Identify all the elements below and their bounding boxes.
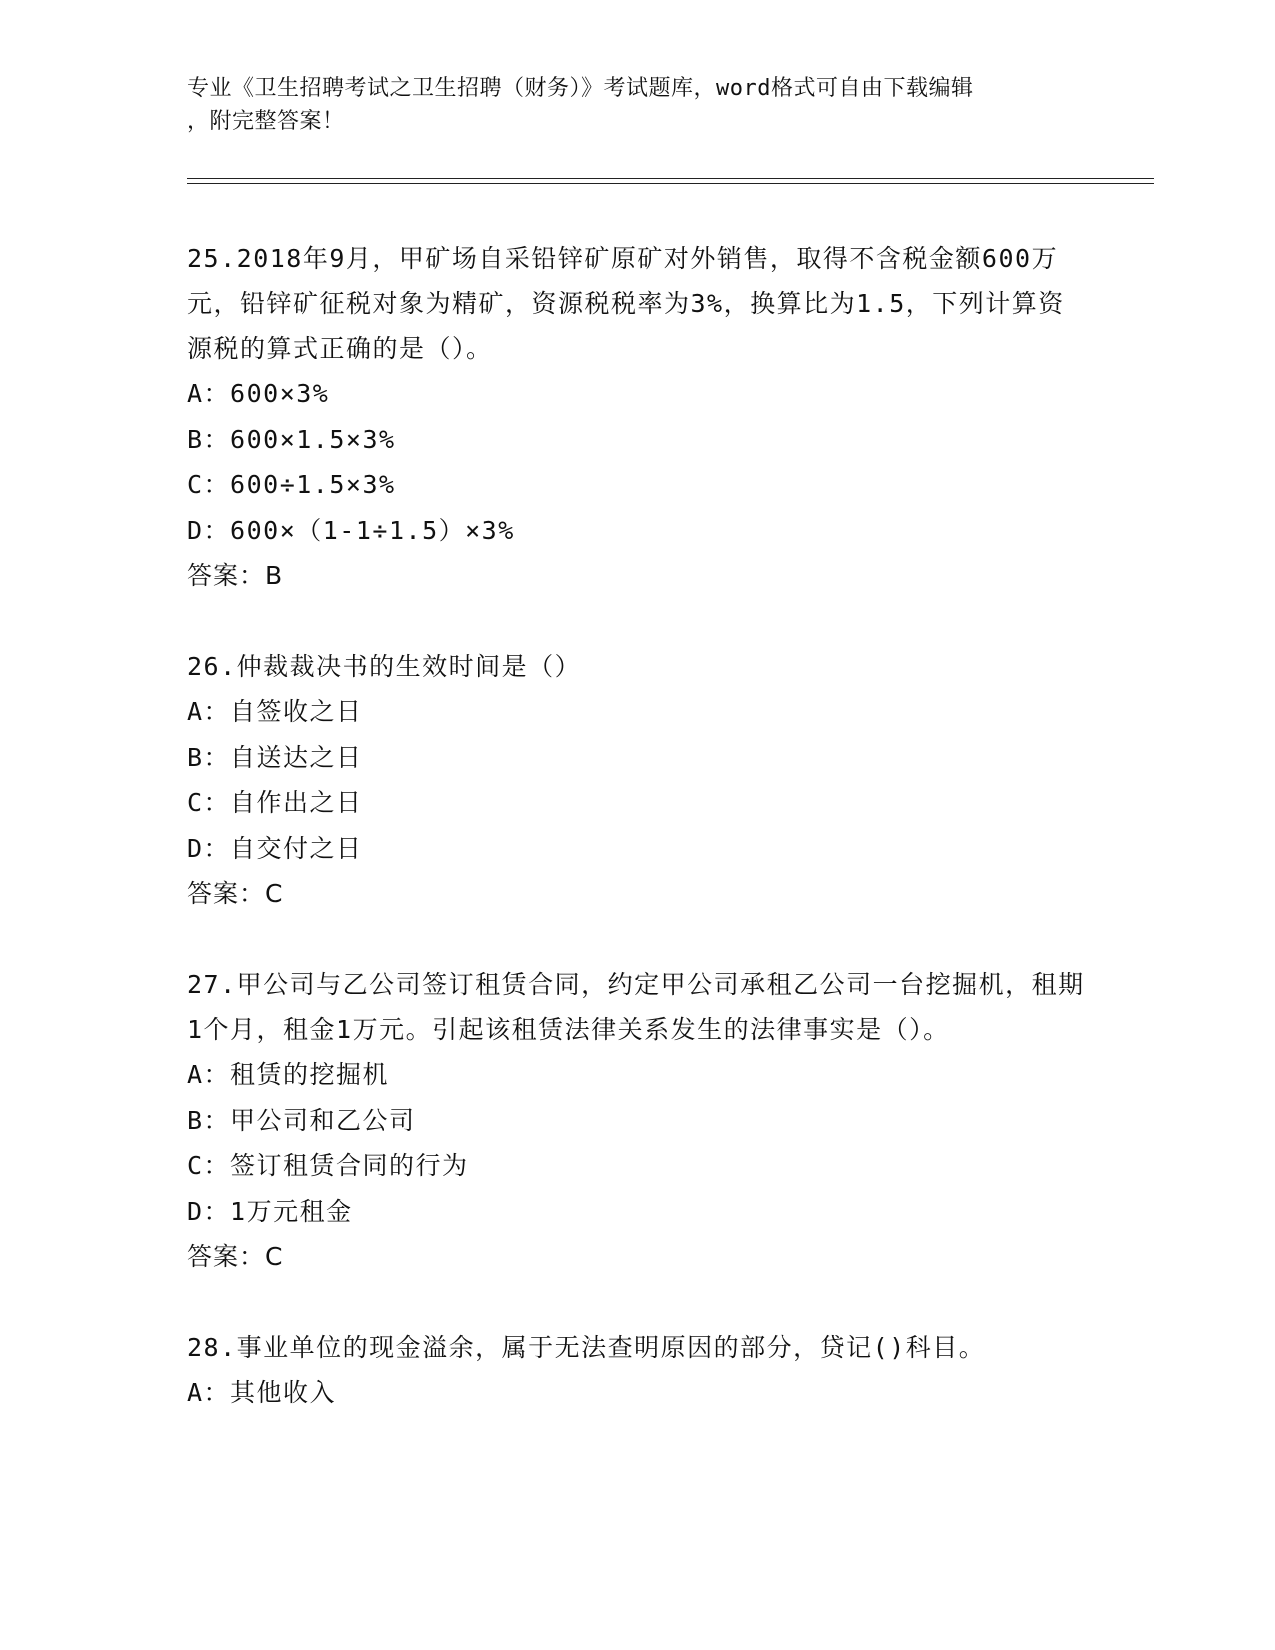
option-a: A：租赁的挖掘机	[187, 1060, 390, 1089]
option-d: D：600×（1-1÷1.5）×3%	[187, 515, 515, 545]
option-d: D：1万元租金	[187, 1196, 353, 1226]
question-26	[187, 644, 1087, 917]
option-b: B：甲公司和乙公司	[187, 1105, 416, 1135]
option-c: C：签订租赁合同的行为	[187, 1151, 469, 1180]
option-c: C：600÷1.5×3%	[187, 470, 396, 499]
question-text: 25.2018年9月，甲矿场自采铅锌矿原矿对外销售，取得不含税金额600万元，铅锌矿征税对象为精矿，资源税税率为3%，换算比为1.5，下列计算资源税的算式正确的是（）。	[187, 244, 1065, 363]
question-text: 28.事业单位的现金溢余，属于无法查明原因的部分，贷记()科目。	[187, 1333, 986, 1362]
option-a: A：自签收之日	[187, 697, 363, 726]
option-a: A：其他收入	[187, 1378, 337, 1407]
header-line-1: 专业《卫生招聘考试之卫生招聘（财务）》考试题库，word格式可自由下载编辑	[187, 76, 974, 101]
answer: 答案：C	[187, 879, 284, 908]
option-b: B：自送达之日	[187, 742, 363, 772]
option-b: B：600×1.5×3%	[187, 424, 396, 454]
question-list	[187, 236, 1087, 1461]
question-25	[187, 236, 1087, 599]
header-divider-bottom	[187, 183, 1154, 184]
header-divider-top	[187, 178, 1154, 179]
question-28	[187, 1325, 1087, 1416]
option-d: D：自交付之日	[187, 833, 363, 863]
option-c: C：自作出之日	[187, 788, 363, 817]
answer: 答案：C	[187, 1242, 284, 1271]
document-header	[187, 72, 1077, 138]
option-a: A：600×3%	[187, 379, 330, 408]
question-text: 26.仲裁裁决书的生效时间是（）	[187, 652, 582, 681]
header-line-2: ，附完整答案！	[187, 109, 345, 134]
question-27	[187, 962, 1087, 1280]
answer: 答案：B	[187, 561, 284, 590]
question-text: 27.甲公司与乙公司签订租赁合同，约定甲公司承租乙公司一台挖掘机，租期1个月，租金1万元。引起该租赁法律关系发生的法律事实是（）。	[187, 970, 1085, 1044]
